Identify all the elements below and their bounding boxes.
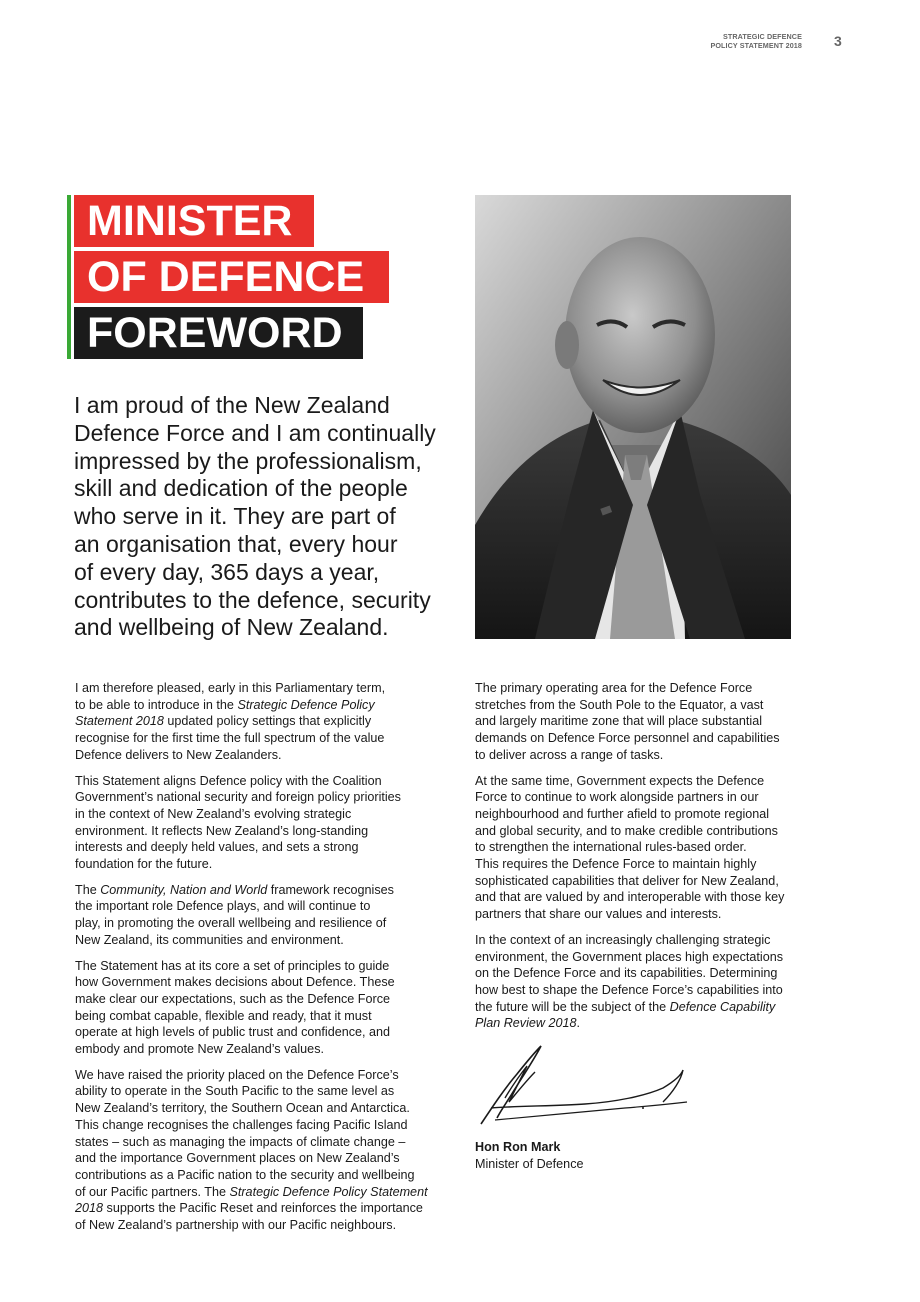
text-line: states – such as managing the impacts of climate change – [75, 1134, 406, 1149]
text-line: Government’s national security and foreign policy priorities [75, 790, 401, 805]
text-line: play, in promoting the overall wellbeing and resilience of [75, 916, 387, 931]
intro-line: I am proud of the New Zealand [74, 392, 390, 418]
title-line-minister: MINISTER [74, 195, 314, 247]
text-line: in the context of New Zealand’s evolving strategic [75, 806, 352, 821]
intro-line: of every day, 365 days a year, [74, 558, 380, 585]
text-span-italic: 2018 [75, 1201, 104, 1216]
signer-name: Hon Ron Mark [475, 1140, 561, 1154]
running-header-line-1: STRATEGIC DEFENCE [722, 32, 802, 41]
text-line [75, 1184, 445, 1201]
text-span: . [576, 1016, 581, 1031]
text-span-italic: Community, Nation and World [100, 882, 268, 897]
text-line: embody and promote New Zealand’s values. [75, 1042, 324, 1057]
intro-line: an organisation that, every hour [74, 530, 398, 557]
text-line: demands on Defence Force personnel and capabilities [475, 731, 780, 746]
text-line: At the same time, Government expects the Defence [475, 773, 765, 788]
text-line: I am therefore pleased, early in this Parliamentary term, [75, 681, 386, 695]
text-line: This change recognises the challenges facing Pacific Island [75, 1117, 408, 1132]
text-line: of New Zealand’s partnership with our Pacific neighbours. [75, 1218, 397, 1233]
signer-title: Minister of Defence [475, 1157, 584, 1171]
running-header-line-2: POLICY STATEMENT 2018 [710, 40, 802, 50]
title-accent-bar [67, 195, 71, 359]
text-line: partners that share our values and interests. [475, 907, 722, 922]
text-line: and that are valued by and interoperable with those key [475, 890, 785, 905]
foreword-title-block [67, 195, 397, 360]
body-column-right [475, 671, 820, 1041]
text-span-italic: Strategic Defence Policy [237, 697, 375, 712]
text-line: and the importance Government places on New Zealand’s [75, 1151, 400, 1166]
text-span: of our Pacific partners. The [75, 1184, 230, 1199]
title-line-of-defence: OF DEFENCE [74, 251, 389, 303]
text-line [475, 999, 820, 1016]
text-line: and global security, and to make credible contributions [475, 823, 778, 838]
text-span-italic: Plan Review 2018 [475, 1016, 577, 1031]
text-line: how Government makes decisions about Defence. These [75, 975, 395, 990]
text-span: the future will be the subject of the [475, 999, 670, 1014]
text-line: contributions as a Pacific nation to the security and wellbeing [75, 1167, 415, 1182]
text-line: In the context of an increasingly challenging strategic [475, 932, 771, 947]
text-span-italic: Strategic Defence Policy Statement [229, 1184, 428, 1199]
text-line: to strengthen the international rules-based order. [475, 840, 747, 855]
text-line: being combat capable, flexible and ready, that it must [75, 1008, 372, 1023]
minister-portrait-photo [475, 195, 791, 639]
text-span: to be able to introduce in the [75, 697, 238, 712]
text-line: stretches from the South Pole to the Equator, a vast [475, 697, 764, 712]
text-line: New Zealand, its communities and environment. [75, 932, 344, 947]
text-line: the important role Defence plays, and will continue to [75, 899, 371, 914]
text-line: sophisticated capabilities that deliver for New Zealand, [475, 873, 779, 888]
intro-line: contributes to the defence, security [74, 586, 431, 613]
text-span: The [75, 882, 101, 897]
intro-line: impressed by the professionalism, [74, 447, 422, 474]
title-line-foreword: FOREWORD [74, 307, 363, 359]
text-span: supports the Pacific Reset and reinforces the importance [103, 1201, 423, 1216]
text-line: recognise for the first time the full spectrum of the value [75, 731, 385, 746]
portrait-illustration [475, 195, 791, 639]
text-line: to deliver across a range of tasks. [475, 747, 664, 762]
text-span-italic: Statement 2018 [75, 714, 164, 729]
text-line: how best to shape the Defence Force’s capabilities into [475, 982, 783, 997]
page-number: 3 [834, 33, 842, 49]
intro-statement [74, 392, 464, 642]
text-line: The primary operating area for the Defence Force [475, 681, 753, 695]
intro-line: skill and dedication of the people [74, 475, 408, 502]
text-span: updated policy settings that explicitly [163, 714, 372, 729]
text-line: The Statement has at its core a set of principles to guide [75, 958, 390, 973]
text-line: This Statement aligns Defence policy with the Coalition [75, 773, 382, 788]
text-span: framework recognises [267, 882, 394, 897]
text-line: environment, the Government places high expectations [475, 949, 784, 964]
text-line [75, 1200, 445, 1217]
handwritten-signature [475, 1036, 697, 1132]
text-line [75, 882, 445, 899]
text-line: Defence delivers to New Zealanders. [75, 747, 282, 762]
body-column-left [75, 671, 445, 1243]
text-line [475, 1015, 820, 1032]
text-line: ability to operate in the South Pacific to the same level as [75, 1084, 395, 1099]
text-line: neighbourhood and further afield to promote regional [475, 806, 770, 821]
intro-line: who serve in it. They are part of [74, 503, 396, 530]
text-line [75, 713, 445, 730]
signature-strokes [475, 1036, 697, 1132]
text-line: We have raised the priority placed on the Defence Force’s [75, 1067, 399, 1082]
intro-line: Defence Force and I am continually [74, 419, 436, 446]
text-line [75, 697, 445, 714]
text-line: This requires the Defence Force to maintain highly [475, 857, 757, 872]
text-span-italic: Defence Capability [669, 999, 776, 1014]
intro-line: and wellbeing of New Zealand. [74, 614, 389, 641]
text-line: Force to continue to work alongside partners in our [475, 790, 759, 805]
text-line: foundation for the future. [75, 857, 213, 872]
text-line: operate at high levels of public trust and confidence, and [75, 1025, 391, 1040]
text-line: environment. It reflects New Zealand’s long-standing [75, 823, 369, 838]
text-line: and largely maritime zone that will place substantial [475, 714, 762, 729]
text-line: on the Defence Force and its capabilities. Determining [475, 966, 778, 981]
text-line: interests and deeply held values, and sets a strong [75, 840, 359, 855]
running-header-title [660, 33, 802, 50]
text-line: make clear our expectations, such as the Defence Force [75, 991, 391, 1006]
text-line: New Zealand’s territory, the Southern Ocean and Antarctica. [75, 1101, 410, 1116]
